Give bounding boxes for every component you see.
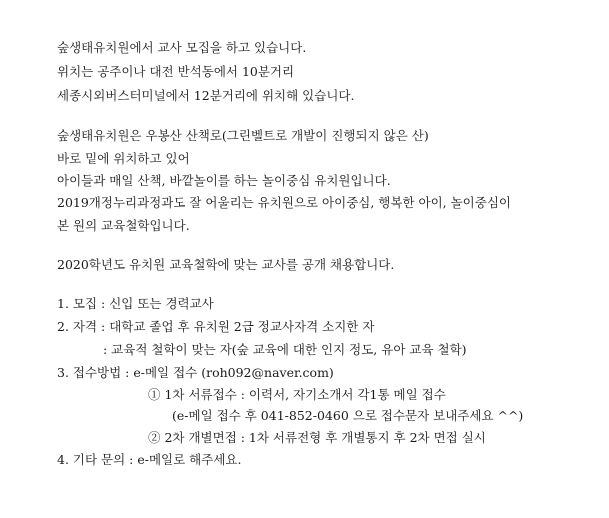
about-line-3: 아이들과 매일 산책, 바깥놀이를 하는 놀이중심 유치원입니다. [57,173,391,188]
about-line-5: 본 원의 교육철학입니다. [57,218,190,233]
step2-item: ② 2차 개별면접 : 1차 서류전형 후 개별통지 후 2차 면접 실시 [148,430,486,445]
announcement: 2020학년도 유치원 교육철학에 맞는 교사를 공개 채용합니다. [57,257,395,272]
intro-line-1: 숲생태유치원에서 교사 모집을 하고 있습니다. [57,40,307,55]
intro-line-2: 위치는 공주이나 대전 반석동에서 10분거리 [57,64,295,79]
recruit-item: 1. 모집 : 신입 또는 경력교사 [57,296,214,311]
intro-line-3: 세종시외버스터미널에서 12분거리에 위치해 있습니다. [57,88,355,103]
qualification-item: 2. 자격 : 대학교 졸업 후 유치원 2급 정교사자격 소지한 자 [57,319,375,334]
qualification-extra: : 교육적 철학이 맞는 자(숲 교육에 대한 인지 정도, 유아 교육 철학) [103,342,467,357]
step1-note: (e-메일 접수 후 041-852-0460 으로 접수문자 보내주세요 ^^) [172,408,524,423]
step1-item: ① 1차 서류접수 : 이력서, 자기소개서 각1통 메일 접수 [148,387,446,402]
inquiry-item: 4. 기타 문의 : e-메일로 해주세요. [57,452,242,467]
method-item: 3. 접수방법 : e-메일 접수 (roh092@naver.com) [57,365,334,380]
about-line-4: 2019개정누리과정과도 잘 어울리는 유치원으로 아이중심, 행복한 아이, 놀이중심이 [57,195,511,210]
about-line-1: 숲생태유치원은 우봉산 산책로(그린벨트로 개발이 진행되지 않은 산) [57,128,429,143]
about-line-2: 바로 밑에 위치하고 있어 [57,151,190,166]
